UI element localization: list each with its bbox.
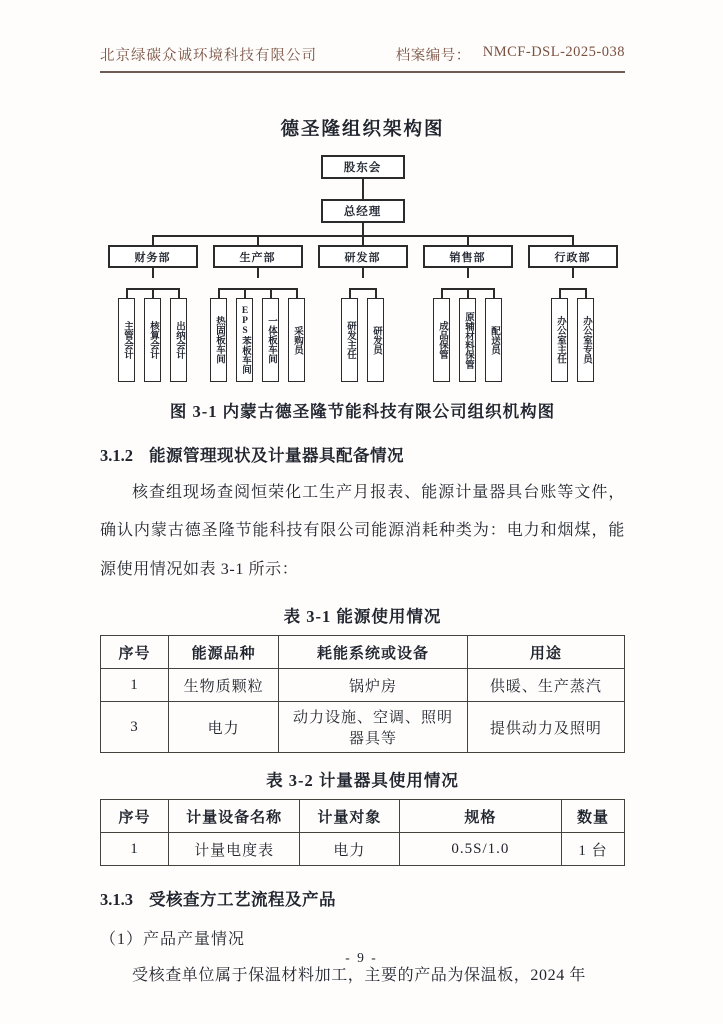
table-cell: 1 (101, 669, 169, 702)
connector-line (257, 268, 259, 278)
org-position-cell (262, 288, 280, 382)
company-name: 北京绿碳众诚环境科技有限公司 (100, 48, 317, 64)
connector-line (152, 268, 154, 278)
table-2-title: 表 3-2 计量器具使用情况 (266, 771, 459, 791)
connector-line (560, 288, 586, 290)
org-position-cell (341, 288, 359, 382)
table-cell: 计量电度表 (169, 833, 300, 866)
section-number: 3.1.2 (100, 446, 133, 465)
page-header (100, 44, 625, 73)
org-position-box: 一体板车间 (262, 298, 279, 382)
table-row (101, 669, 625, 702)
org-position-box: 研发员 (367, 298, 384, 382)
org-position-cell (367, 288, 385, 382)
connector-line (442, 288, 494, 290)
table-cell: 生物质颗粒 (169, 669, 279, 702)
table-header-cell: 计量对象 (300, 800, 400, 833)
org-position-box: 采购员 (288, 298, 305, 382)
org-position-cell (551, 288, 569, 382)
body-paragraph: 核查组现场查阅恒荣化工生产月报表、能源计量器具台账等文件，确认内蒙古德圣隆节能科技有限公司能源消耗种类为：电力和烟煤，能源使用情况如表 3-1 所示： (100, 484, 625, 578)
org-position-cell (236, 288, 254, 382)
org-department-box: 财务部 (108, 245, 198, 268)
org-department-column (208, 235, 308, 382)
org-department-column (313, 235, 413, 382)
org-children-group (433, 288, 503, 382)
org-department-box: 行政部 (528, 245, 618, 268)
org-position-cell (170, 288, 188, 382)
org-position-cell (433, 288, 451, 382)
org-chart-title: 德圣隆组织架构图 (280, 120, 445, 140)
org-department-column (418, 235, 518, 382)
org-position-cell (459, 288, 477, 382)
body-paragraph: 受核查单位属于保温材料加工，主要的产品为保温板，2024 年 (132, 967, 587, 985)
org-position-box: 研发主任 (341, 298, 358, 382)
table-header-cell: 序号 (101, 636, 169, 669)
org-position-box: 办公室主任 (551, 298, 568, 382)
org-children-group (118, 288, 188, 382)
org-position-box: 办公室专员 (577, 298, 594, 382)
org-position-box: 核算会计 (144, 298, 161, 382)
connector-line (219, 288, 297, 290)
table-header-cell: 数量 (562, 800, 625, 833)
org-position-cell (485, 288, 503, 382)
org-children-group (551, 288, 595, 382)
org-root-box: 股东会 (321, 155, 405, 179)
org-position-cell (144, 288, 162, 382)
org-position-box: 主管会计 (118, 298, 135, 382)
org-position-cell (288, 288, 306, 382)
table-row (101, 702, 625, 753)
table-cell: 电力 (169, 702, 279, 753)
org-department-box: 研发部 (318, 245, 408, 268)
org-position-cell (210, 288, 228, 382)
table-header-row (101, 636, 625, 669)
archive-number: NMCF-DSL-2025-038 (482, 44, 625, 60)
org-manager-box: 总经理 (321, 199, 405, 223)
table-header-cell: 规格 (399, 800, 561, 833)
table-cell: 1 (101, 833, 169, 866)
metering-devices-table (100, 799, 625, 866)
org-department-box: 生产部 (213, 245, 303, 268)
table-cell: 0.5S/1.0 (399, 833, 561, 866)
section-title: 能源管理现状及计量器具配备情况 (149, 446, 404, 465)
energy-usage-table (100, 635, 625, 753)
org-departments-row (103, 235, 623, 382)
connector-line (153, 235, 573, 237)
connector-line (362, 179, 364, 199)
connector-line (572, 268, 574, 278)
sub-item-1: （1）产品产量情况 (100, 931, 246, 949)
org-position-box: 出纳会计 (170, 298, 187, 382)
archive-label: 档案编号： (395, 48, 471, 64)
org-position-box: 成品保管 (433, 298, 450, 382)
table-cell: 提供动力及照明 (467, 702, 624, 753)
org-position-box: EPS苯板车间 (236, 298, 253, 382)
org-children-group (210, 288, 306, 382)
table-cell: 3 (101, 702, 169, 753)
connector-line (350, 288, 376, 290)
org-department-column (103, 235, 203, 382)
table-header-cell: 序号 (101, 800, 169, 833)
org-position-box: 热固板车间 (210, 298, 227, 382)
org-position-box: 原辅材料保管 (459, 298, 476, 382)
table-header-cell: 耗能系统或设备 (279, 636, 468, 669)
org-children-group (341, 288, 385, 382)
table-header-cell: 用途 (467, 636, 624, 669)
org-chart (103, 155, 623, 382)
table-cell: 锅炉房 (279, 669, 468, 702)
table-cell: 动力设施、空调、照明器具等 (279, 702, 468, 753)
org-position-box: 配送员 (485, 298, 502, 382)
connector-line (127, 288, 179, 290)
archive-number-group (396, 44, 625, 65)
org-department-box: 销售部 (423, 245, 513, 268)
section-number: 3.1.3 (100, 890, 133, 910)
section-heading-312 (100, 442, 625, 466)
table-1-title: 表 3-1 能源使用情况 (283, 607, 442, 627)
org-position-cell (118, 288, 136, 382)
page-number: - 9 - (345, 950, 378, 965)
org-position-cell (577, 288, 595, 382)
table-cell: 供暖、生产蒸汽 (467, 669, 624, 702)
table-row (101, 833, 625, 866)
table-header-row (101, 800, 625, 833)
section-title: 受核查方工艺流程及产品 (149, 890, 336, 910)
connector-line (362, 268, 364, 278)
figure-caption: 图 3-1 内蒙古德圣隆节能科技有限公司组织机构图 (169, 402, 556, 421)
connector-line (467, 268, 469, 278)
table-header-cell: 计量设备名称 (169, 800, 300, 833)
connector-line (362, 223, 364, 235)
section-heading-313 (100, 886, 625, 910)
table-cell: 电力 (300, 833, 400, 866)
org-department-column (523, 235, 623, 382)
table-cell: 1 台 (562, 833, 625, 866)
table-header-cell: 能源品种 (169, 636, 279, 669)
